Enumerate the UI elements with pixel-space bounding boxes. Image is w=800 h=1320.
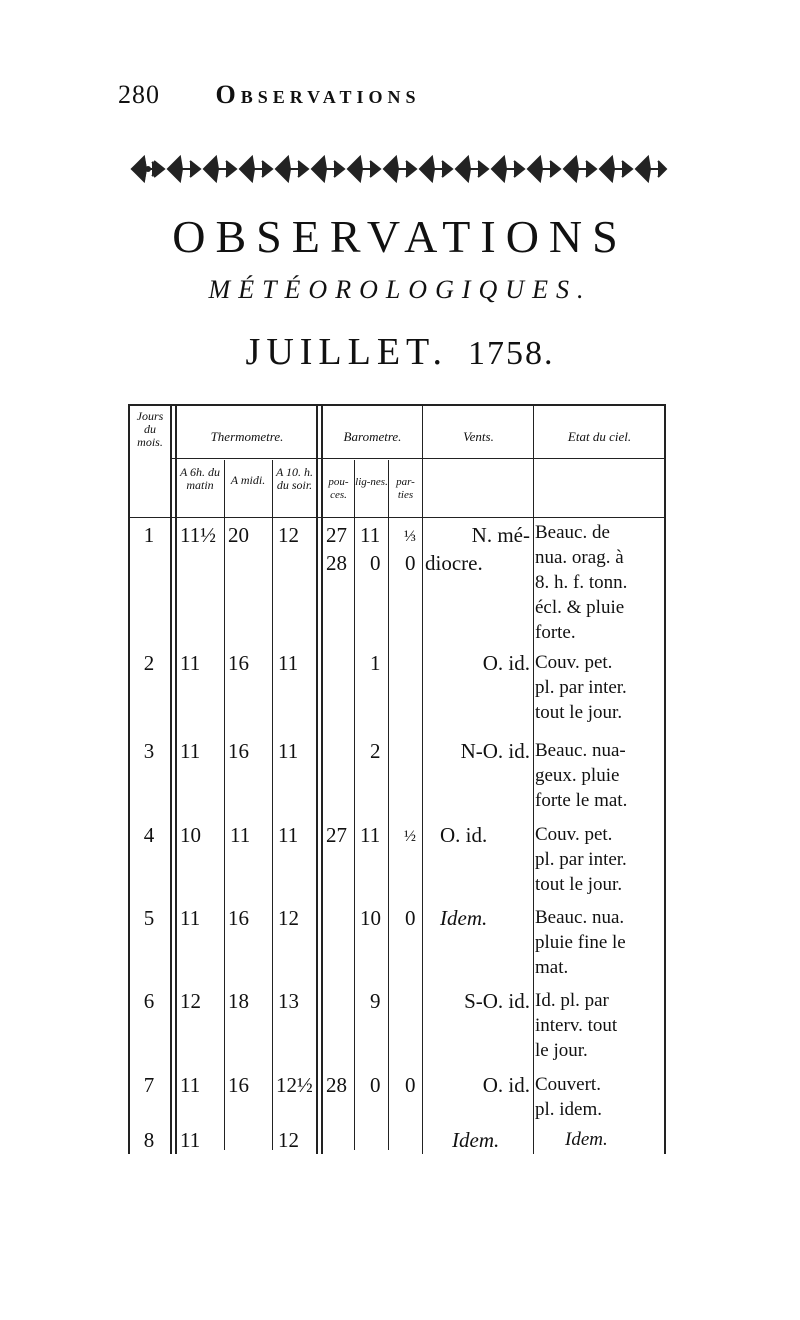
cell-soir: 11 bbox=[278, 651, 299, 675]
month: JUILLET. bbox=[245, 331, 448, 373]
cell-midi: 11 bbox=[230, 823, 251, 847]
cell-lignes: 0 bbox=[370, 551, 381, 575]
cell-pouces: 28 bbox=[326, 551, 347, 575]
cell-vent: O. id. bbox=[482, 1073, 530, 1097]
cell-day: 4 bbox=[143, 823, 155, 847]
cell-parties: ⅓ bbox=[404, 528, 416, 545]
main-title: OBSERVATIONS bbox=[172, 211, 628, 262]
cell-vent: N. mé- bbox=[471, 523, 530, 547]
cell-soir: 12 bbox=[278, 523, 299, 547]
page-number: 280 bbox=[118, 80, 160, 109]
cell-etat: Couv. pet. pl. par inter. tout le jour. bbox=[535, 652, 627, 723]
year: 1758. bbox=[467, 335, 555, 372]
header-parties: par-ties bbox=[396, 476, 415, 501]
cell-pouces: 27 bbox=[326, 523, 347, 547]
cell-lignes: 1 bbox=[370, 651, 381, 675]
cell-vent: Idem. bbox=[440, 906, 488, 930]
header-midi: A midi. bbox=[230, 473, 266, 487]
cell-lignes: 2 bbox=[370, 739, 381, 763]
cell-matin: 11 bbox=[180, 1073, 201, 1097]
cell-pouces: 27 bbox=[326, 823, 347, 847]
cell-day: 1 bbox=[143, 523, 155, 547]
header-soir: A 10. h. du soir. bbox=[275, 465, 314, 492]
header-barometre: Barometre. bbox=[343, 429, 402, 444]
cell-etat: Couvert. pl. idem. bbox=[535, 1074, 603, 1120]
cell-matin: 11 bbox=[180, 739, 201, 763]
cell-day: 8 bbox=[143, 1128, 155, 1152]
running-title: Observations bbox=[215, 80, 421, 109]
cell-matin: 11 bbox=[180, 651, 201, 675]
cell-midi: 16 bbox=[228, 651, 249, 675]
cell-day: 2 bbox=[143, 651, 155, 675]
header-lignes: lig-nes. bbox=[355, 476, 388, 488]
cell-matin: 12 bbox=[180, 989, 201, 1013]
cell-lignes: 11 bbox=[360, 523, 381, 547]
ornament-band bbox=[130, 150, 670, 188]
cell-midi: 20 bbox=[228, 523, 249, 547]
cell-vent: S-O. id. bbox=[464, 989, 530, 1013]
cell-pouces: 28 bbox=[326, 1073, 347, 1097]
cell-lignes: 0 bbox=[370, 1073, 381, 1097]
cell-soir: 13 bbox=[278, 989, 299, 1013]
cell-day: 5 bbox=[143, 906, 155, 930]
cell-parties: 0 bbox=[405, 551, 416, 575]
cell-midi: 16 bbox=[228, 906, 249, 930]
cell-vent: O. id. bbox=[440, 823, 488, 847]
cell-matin: 11 bbox=[180, 1128, 201, 1152]
cell-matin: 10 bbox=[180, 823, 201, 847]
header-thermometre: Thermometre. bbox=[210, 429, 284, 444]
header-matin: A 6h. du matin bbox=[179, 465, 221, 492]
cell-soir: 12 bbox=[278, 1128, 299, 1152]
cell-etat: Beauc. de nua. orag. à 8. h. f. tonn. écl. & pluie forte. bbox=[535, 522, 628, 643]
cell-day: 7 bbox=[143, 1073, 155, 1097]
cell-vent: Idem. bbox=[452, 1128, 500, 1152]
cell-vent: N-O. id. bbox=[460, 739, 530, 763]
cell-etat: Beauc. nua. pluie fine le mat. bbox=[535, 907, 626, 978]
cell-parties: ½ bbox=[404, 828, 416, 845]
cell-parties: 0 bbox=[405, 906, 416, 930]
cell-matin: 11 bbox=[180, 906, 201, 930]
cell-soir: 12 bbox=[278, 906, 299, 930]
cell-lignes: 11 bbox=[360, 823, 381, 847]
cell-soir: 12½ bbox=[276, 1073, 313, 1097]
header-jours: Jours du mois. bbox=[136, 409, 164, 449]
cell-parties: 0 bbox=[405, 1073, 416, 1097]
header-vents: Vents. bbox=[463, 429, 494, 444]
cell-midi: 16 bbox=[228, 1073, 249, 1097]
cell-day: 6 bbox=[143, 989, 155, 1013]
subtitle: MÉTÉOROLOGIQUES. bbox=[208, 275, 592, 304]
cell-midi: 18 bbox=[228, 989, 249, 1013]
cell-vent: O. id. bbox=[482, 651, 530, 675]
cell-etat: Beauc. nua- geux. pluie forte le mat. bbox=[535, 740, 628, 811]
cell-etat: Idem. bbox=[565, 1129, 608, 1150]
month-year bbox=[0, 330, 800, 374]
cell-matin: 11½ bbox=[180, 523, 216, 547]
running-head bbox=[118, 80, 420, 110]
cell-lignes: 9 bbox=[370, 989, 381, 1013]
header-pouces: pou-ces. bbox=[328, 476, 349, 501]
cell-soir: 11 bbox=[278, 823, 299, 847]
cell-etat: Id. pl. par interv. tout le jour. bbox=[535, 990, 618, 1061]
cell-midi: 16 bbox=[228, 739, 249, 763]
header-etat: Etat du ciel. bbox=[567, 429, 632, 444]
cell-soir: 11 bbox=[278, 739, 299, 763]
cell-lignes: 10 bbox=[360, 906, 381, 930]
cell-vent: diocre. bbox=[425, 551, 483, 575]
cell-day: 3 bbox=[143, 739, 155, 763]
cell-etat: Couv. pet. pl. par inter. tout le jour. bbox=[535, 824, 627, 895]
